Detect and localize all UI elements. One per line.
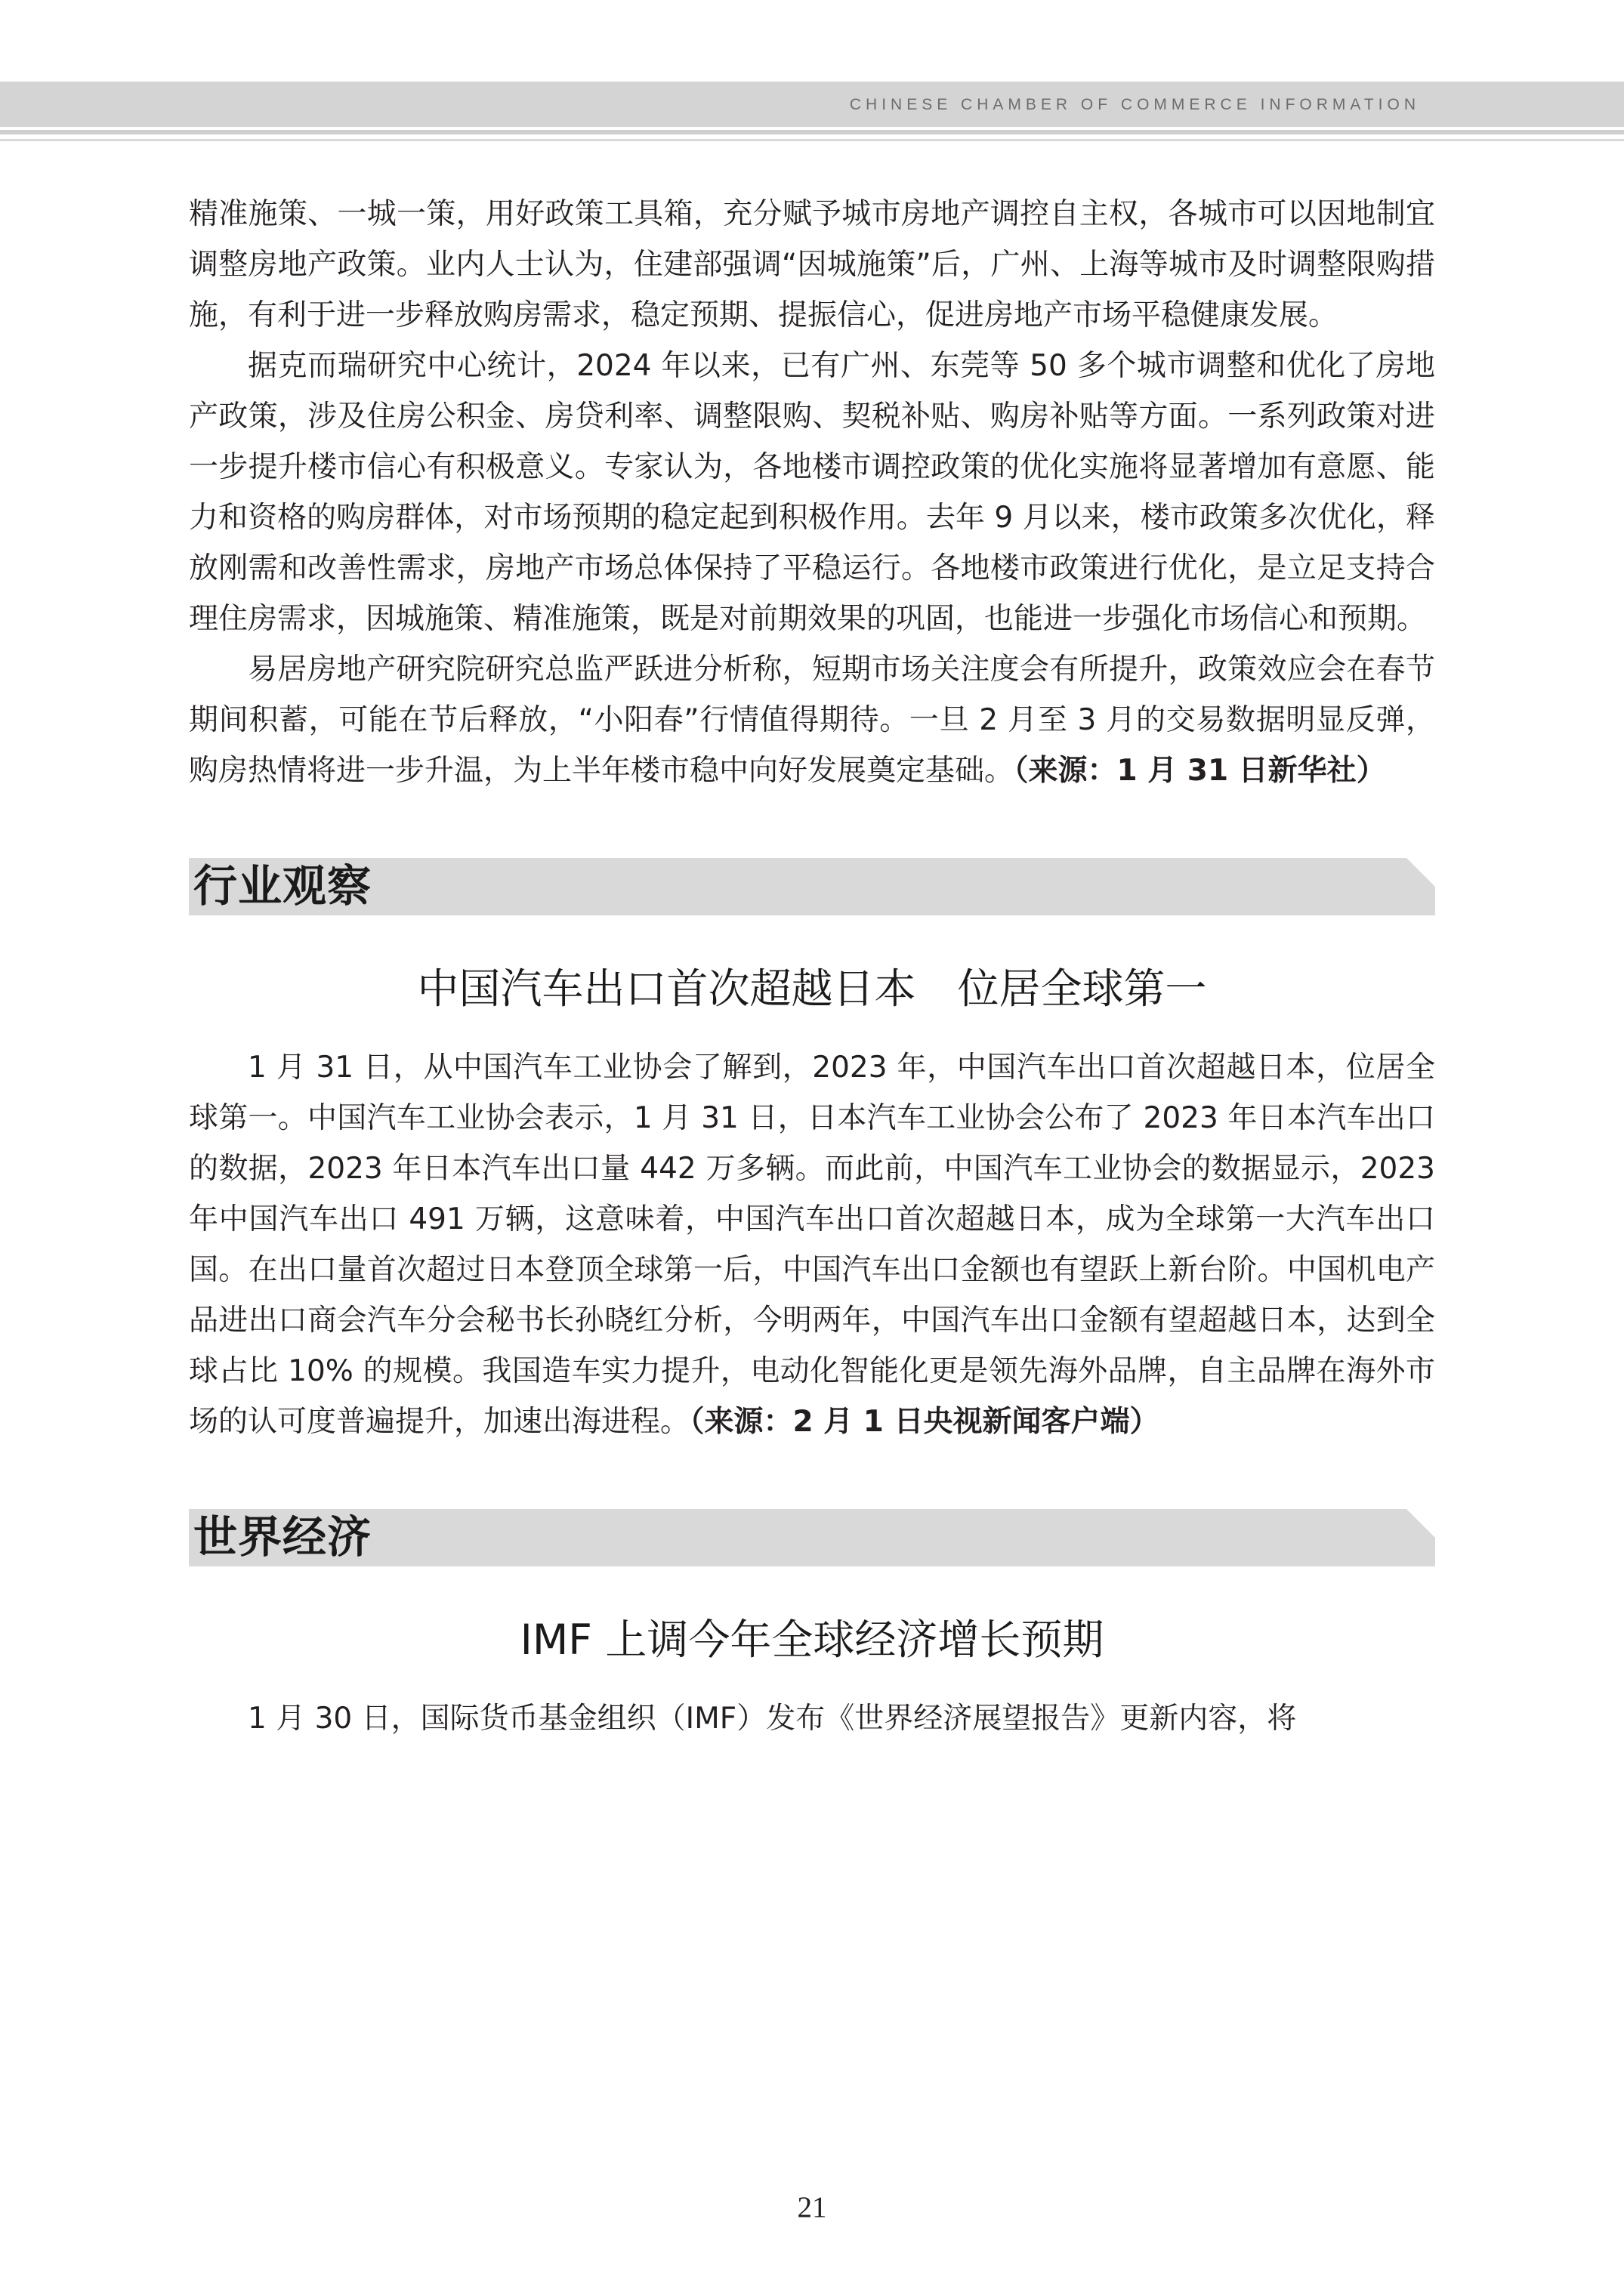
section-bar-shape [189,1509,1435,1566]
section-heading-bar [189,858,1435,915]
section-heading: 世界经济 [193,1511,372,1563]
article-title: IMF 上调今年全球经济增长预期 [520,1616,1104,1664]
header-rule [0,130,1624,134]
article-text: 1 月 31 日，从中国汽车工业协会了解到，2023 年，中国汽车出口首次超越日本，位居全球第一。中国汽车工业协会表示，1 月 31 日，日本汽车工业协会公布了 2023 年日本汽车出口的数据，2023 年日本汽车出口量 442 万多辆。而此前，中国汽车工业协会的数据显示，2023 年中国汽车出口 491 万辆，这意味着，中国汽车出口首次超越日本，成为全球第一大汽车出口国。在出口量首次超过日本登顶全球第一后，中国汽车出口金额也有望跃上新台阶。中国机电产品进出口商会汽车分会秘书长孙晓红分析，今明两年，中国汽车出口金额有望超越日本，达到全球占比 10% 的规模。我国造车实力提升，电动化智能化更是领先海外品牌，自主品牌在海外市场的认可度普遍提升，加速出海进程。 [189,1051,1435,1439]
source-citation: （来源：1 月 31 日新华社） [1014,754,1386,788]
article-body [189,1042,1435,1447]
page-content [189,189,1435,1744]
paragraph-continued: 精准施策、一城一策，用好政策工具箱，充分赋予城市房地产调控自主权，各城市可以因地制宜调整房地产政策。业内人士认为，住建部强调“因城施策”后，广州、上海等城市及时调整限购措施，有利于进一步释放购房需求，稳定预期、提振信心，促进房地产市场平稳健康发展。 [189,197,1435,332]
header-rule-thin [0,139,1624,141]
paragraph: 据克而瑞研究中心统计，2024 年以来，已有广州、东莞等 50 多个城市调整和优化了房地产政策，涉及住房公积金、房贷利率、调整限购、契税补贴、购房补贴等方面。一系列政策对进一步提升楼市信心有积极意义。专家认为，各地楼市调控政策的优化实施将显著增加有意愿、能力和资格的购房群体，对市场预期的稳定起到积极作用。去年 9 月以来，楼市政策多次优化，释放刚需和改善性需求，房地产市场总体保持了平稳运行。各地楼市政策进行优化，是立足支持合理住房需求，因城施策、精准施策，既是对前期效果的巩固，也能进一步强化市场信心和预期。 [189,349,1435,636]
article-title: 中国汽车出口首次超越日本 位居全球第一 [417,964,1207,1013]
section-heading: 行业观察 [193,860,372,912]
paragraph-text: 易居房地产研究院研究总监严跃进分析称，短期市场关注度会有所提升，政策效应会在春节期间积蓄，可能在节后释放，“小阳春”行情值得期待。一旦 2 月至 3 月的交易数据明显反弹，购房热情将进一步升温，为上半年楼市稳中向好发展奠定基础。 [189,653,1435,788]
section-bar-shape [189,858,1435,915]
article-body: 1 月 30 日，国际货币基金组织（IMF）发布《世界经济展望报告》更新内容，将 [248,1702,1297,1736]
section-heading-bar [189,1509,1435,1566]
running-title: CHINESE CHAMBER OF COMMERCE INFORMATION [849,96,1420,113]
page-number: 21 [797,2191,827,2224]
paragraph-with-source [189,644,1435,796]
source-citation: （来源：2 月 1 日央视新闻客户端） [690,1405,1159,1439]
